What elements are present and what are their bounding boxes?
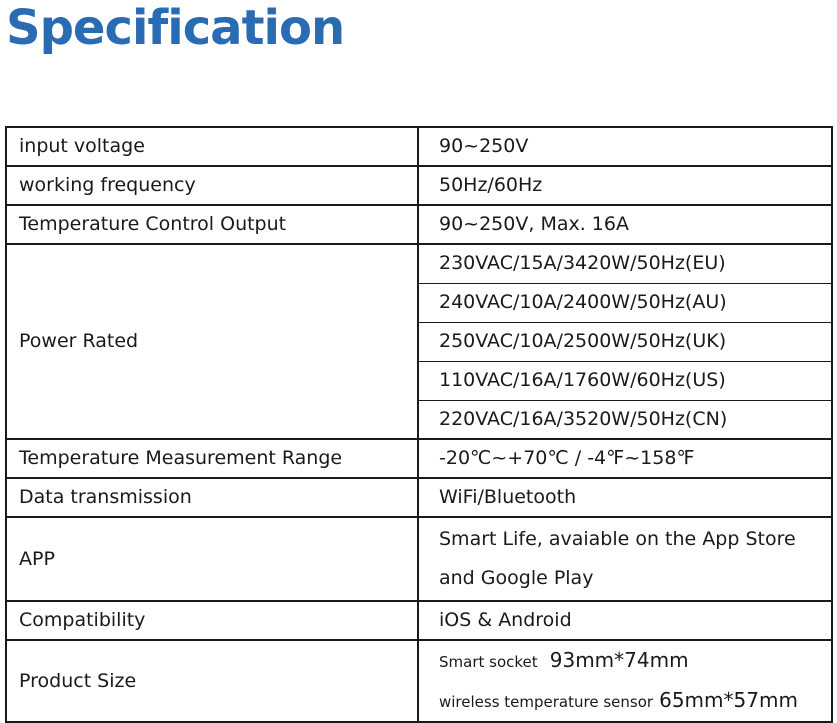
value-power-rated-au: 240VAC/10A/2400W/50Hz(AU) [418, 283, 832, 322]
value-input-voltage: 90~250V [418, 127, 832, 166]
value-compatibility: iOS & Android [418, 601, 832, 640]
value-working-frequency: 50Hz/60Hz [418, 166, 832, 205]
table-row [6, 478, 832, 517]
label-compatibility: Compatibility [6, 601, 418, 640]
app-line-2: and Google Play [439, 567, 594, 589]
table-row [6, 517, 832, 601]
table-row [6, 166, 832, 205]
value-product-size [418, 640, 832, 722]
label-product-size: Product Size [6, 640, 418, 722]
table-row [6, 244, 832, 283]
label-power-rated: Power Rated [6, 244, 418, 439]
sensor-name: wireless temperature sensor [439, 693, 654, 711]
app-line-1: Smart Life, avaiable on the App Store [439, 528, 796, 550]
value-power-rated-us: 110VAC/16A/1760W/60Hz(US) [418, 361, 832, 400]
label-data-transmission: Data transmission [6, 478, 418, 517]
table-row [6, 127, 832, 166]
socket-size: 93mm*74mm [549, 648, 689, 672]
table-row [6, 439, 832, 478]
value-app [418, 517, 832, 601]
page-title: Specification [6, 0, 345, 56]
size-line-sensor [439, 681, 831, 721]
label-working-frequency: working frequency [6, 166, 418, 205]
table-row [6, 601, 832, 640]
label-input-voltage: input voltage [6, 127, 418, 166]
value-temp-control-output: 90~250V, Max. 16A [418, 205, 832, 244]
sensor-size: 65mm*57mm [659, 688, 798, 712]
value-data-transmission: WiFi/Bluetooth [418, 478, 832, 517]
spec-table [5, 126, 833, 723]
value-power-rated-cn: 220VAC/16A/3520W/50Hz(CN) [418, 400, 832, 439]
label-app: APP [6, 517, 418, 601]
value-power-rated-eu: 230VAC/15A/3420W/50Hz(EU) [418, 244, 832, 283]
value-temp-measurement-range: -20℃~+70℃ / -4℉~158℉ [418, 439, 832, 478]
label-temp-control-output: Temperature Control Output [6, 205, 418, 244]
label-temp-measurement-range: Temperature Measurement Range [6, 439, 418, 478]
value-power-rated-uk: 250VAC/10A/2500W/50Hz(UK) [418, 322, 832, 361]
socket-name: Smart socket [439, 653, 538, 671]
table-row [6, 640, 832, 722]
size-line-socket [439, 641, 831, 681]
table-row [6, 205, 832, 244]
